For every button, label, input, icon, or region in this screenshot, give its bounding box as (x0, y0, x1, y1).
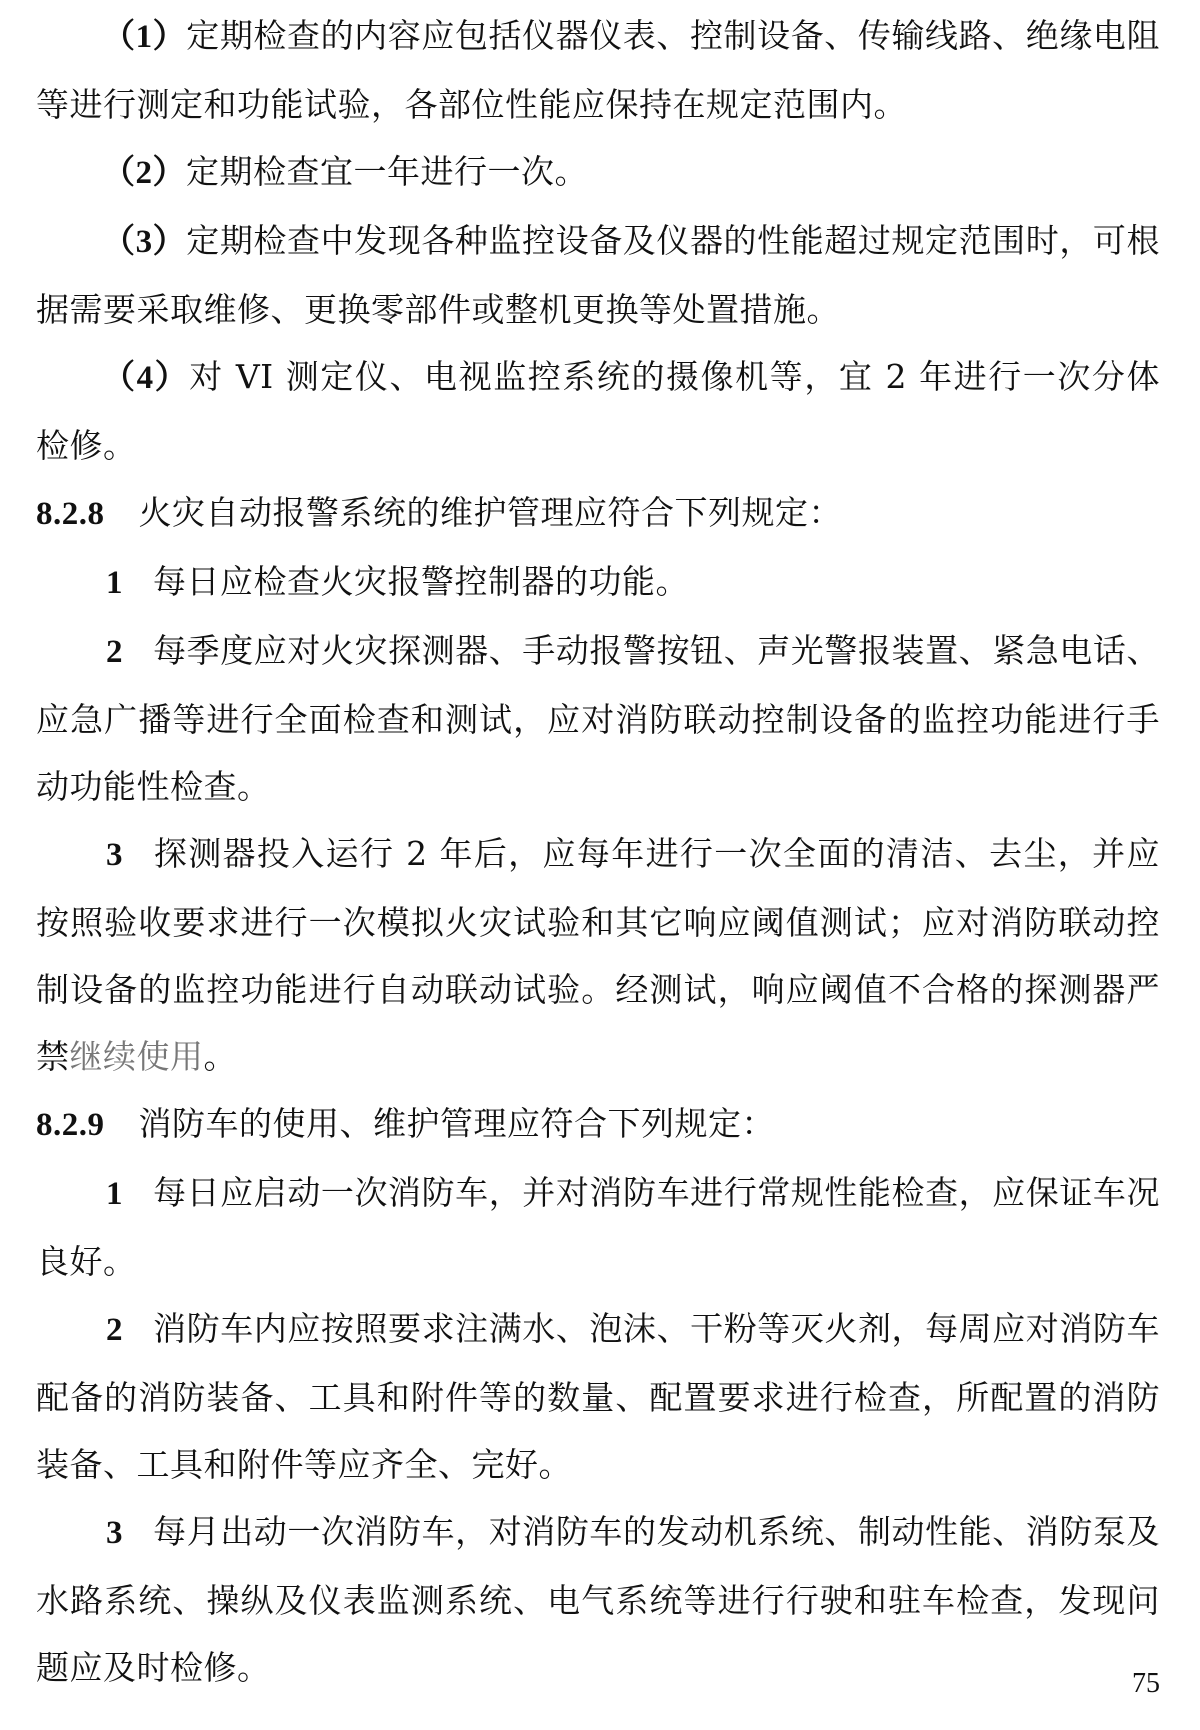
clause-heading-8-2-9 (36, 1090, 1160, 1159)
paragraph-number: （2） (102, 155, 186, 191)
paragraph-number: （4） (102, 360, 190, 396)
item-number: 2 (106, 634, 123, 670)
item-text: 每月出动一次消防车，对消防车的发动机系统、制动性能、消防泵及水路系统、操纵及仪表监测系统、电气系统等进行行驶和驻车检查，发现问题应及时检修。 (36, 1512, 1160, 1687)
item-text: 探测器投入运行 2 年后，应每年进行一次全面的清洁、去尘，并应按照验收要求进行一次模拟火灾试验和其它响应阈值测试；应对消防联动控制设备的监控功能进行自动联动试验。经测试，响应阈值不合格的探测器严禁 (36, 834, 1160, 1076)
paragraph-number: （3） (102, 224, 187, 260)
paragraph-2 (36, 138, 1160, 207)
item-text: 每日应启动一次消防车，并对消防车进行常规性能检查，应保证车况良好。 (36, 1173, 1160, 1281)
clause-829-item-3 (36, 1498, 1160, 1701)
document-body (36, 2, 1160, 1701)
clause-829-item-1 (36, 1159, 1160, 1295)
clause-title: 消防车的使用、维护管理应符合下列规定： (138, 1104, 775, 1143)
page-number: 75 (1132, 1668, 1160, 1699)
item-text-faded: 继续使用 (69, 1037, 204, 1076)
paragraph-text: 对 VI 测定仪、电视监控系统的摄像机等，宜 2 年进行一次分体检修。 (36, 357, 1161, 465)
clause-828-item-2 (36, 617, 1160, 820)
clause-828-item-1 (36, 548, 1160, 617)
item-number: 2 (106, 1312, 123, 1348)
item-number: 1 (106, 1176, 123, 1212)
clause-829-item-2 (36, 1295, 1160, 1498)
item-text-end: 。 (203, 1037, 237, 1076)
paragraph-3 (36, 207, 1160, 343)
clause-title: 火灾自动报警系统的维护管理应符合下列规定： (138, 493, 842, 532)
clause-heading-8-2-8 (36, 479, 1160, 548)
item-number: 1 (106, 565, 123, 601)
paragraph-text: 定期检查中发现各种监控设备及仪器的性能超过规定范围时，可根据需要采取维修、更换零部件或整机更换等处置措施。 (36, 221, 1161, 329)
paragraph-4 (36, 343, 1160, 479)
item-text: 消防车内应按照要求注满水、泡沫、干粉等灭火剂，每周应对消防车配备的消防装备、工具和附件等的数量、配置要求进行检查，所配置的消防装备、工具和附件等应齐全、完好。 (36, 1309, 1160, 1484)
paragraph-1 (36, 2, 1160, 138)
item-text: 每日应检查火灾报警控制器的功能。 (153, 562, 689, 601)
paragraph-text: 定期检查宜一年进行一次。 (186, 152, 588, 191)
clause-828-item-3 (36, 820, 1160, 1090)
item-text: 每季度应对火灾探测器、手动报警按钮、声光警报装置、紧急电话、应急广播等进行全面检查和测试，应对消防联动控制设备的监控功能进行手动功能性检查。 (36, 631, 1160, 806)
clause-number: 8.2.8 (36, 496, 105, 532)
item-number: 3 (106, 837, 123, 873)
paragraph-text: 定期检查的内容应包括仪器仪表、控制设备、传输线路、绝缘电阻等进行测定和功能试验，各部位性能应保持在规定范围内。 (36, 16, 1161, 124)
paragraph-number: （1） (102, 19, 187, 55)
clause-number: 8.2.9 (36, 1107, 105, 1143)
item-number: 3 (106, 1515, 123, 1551)
